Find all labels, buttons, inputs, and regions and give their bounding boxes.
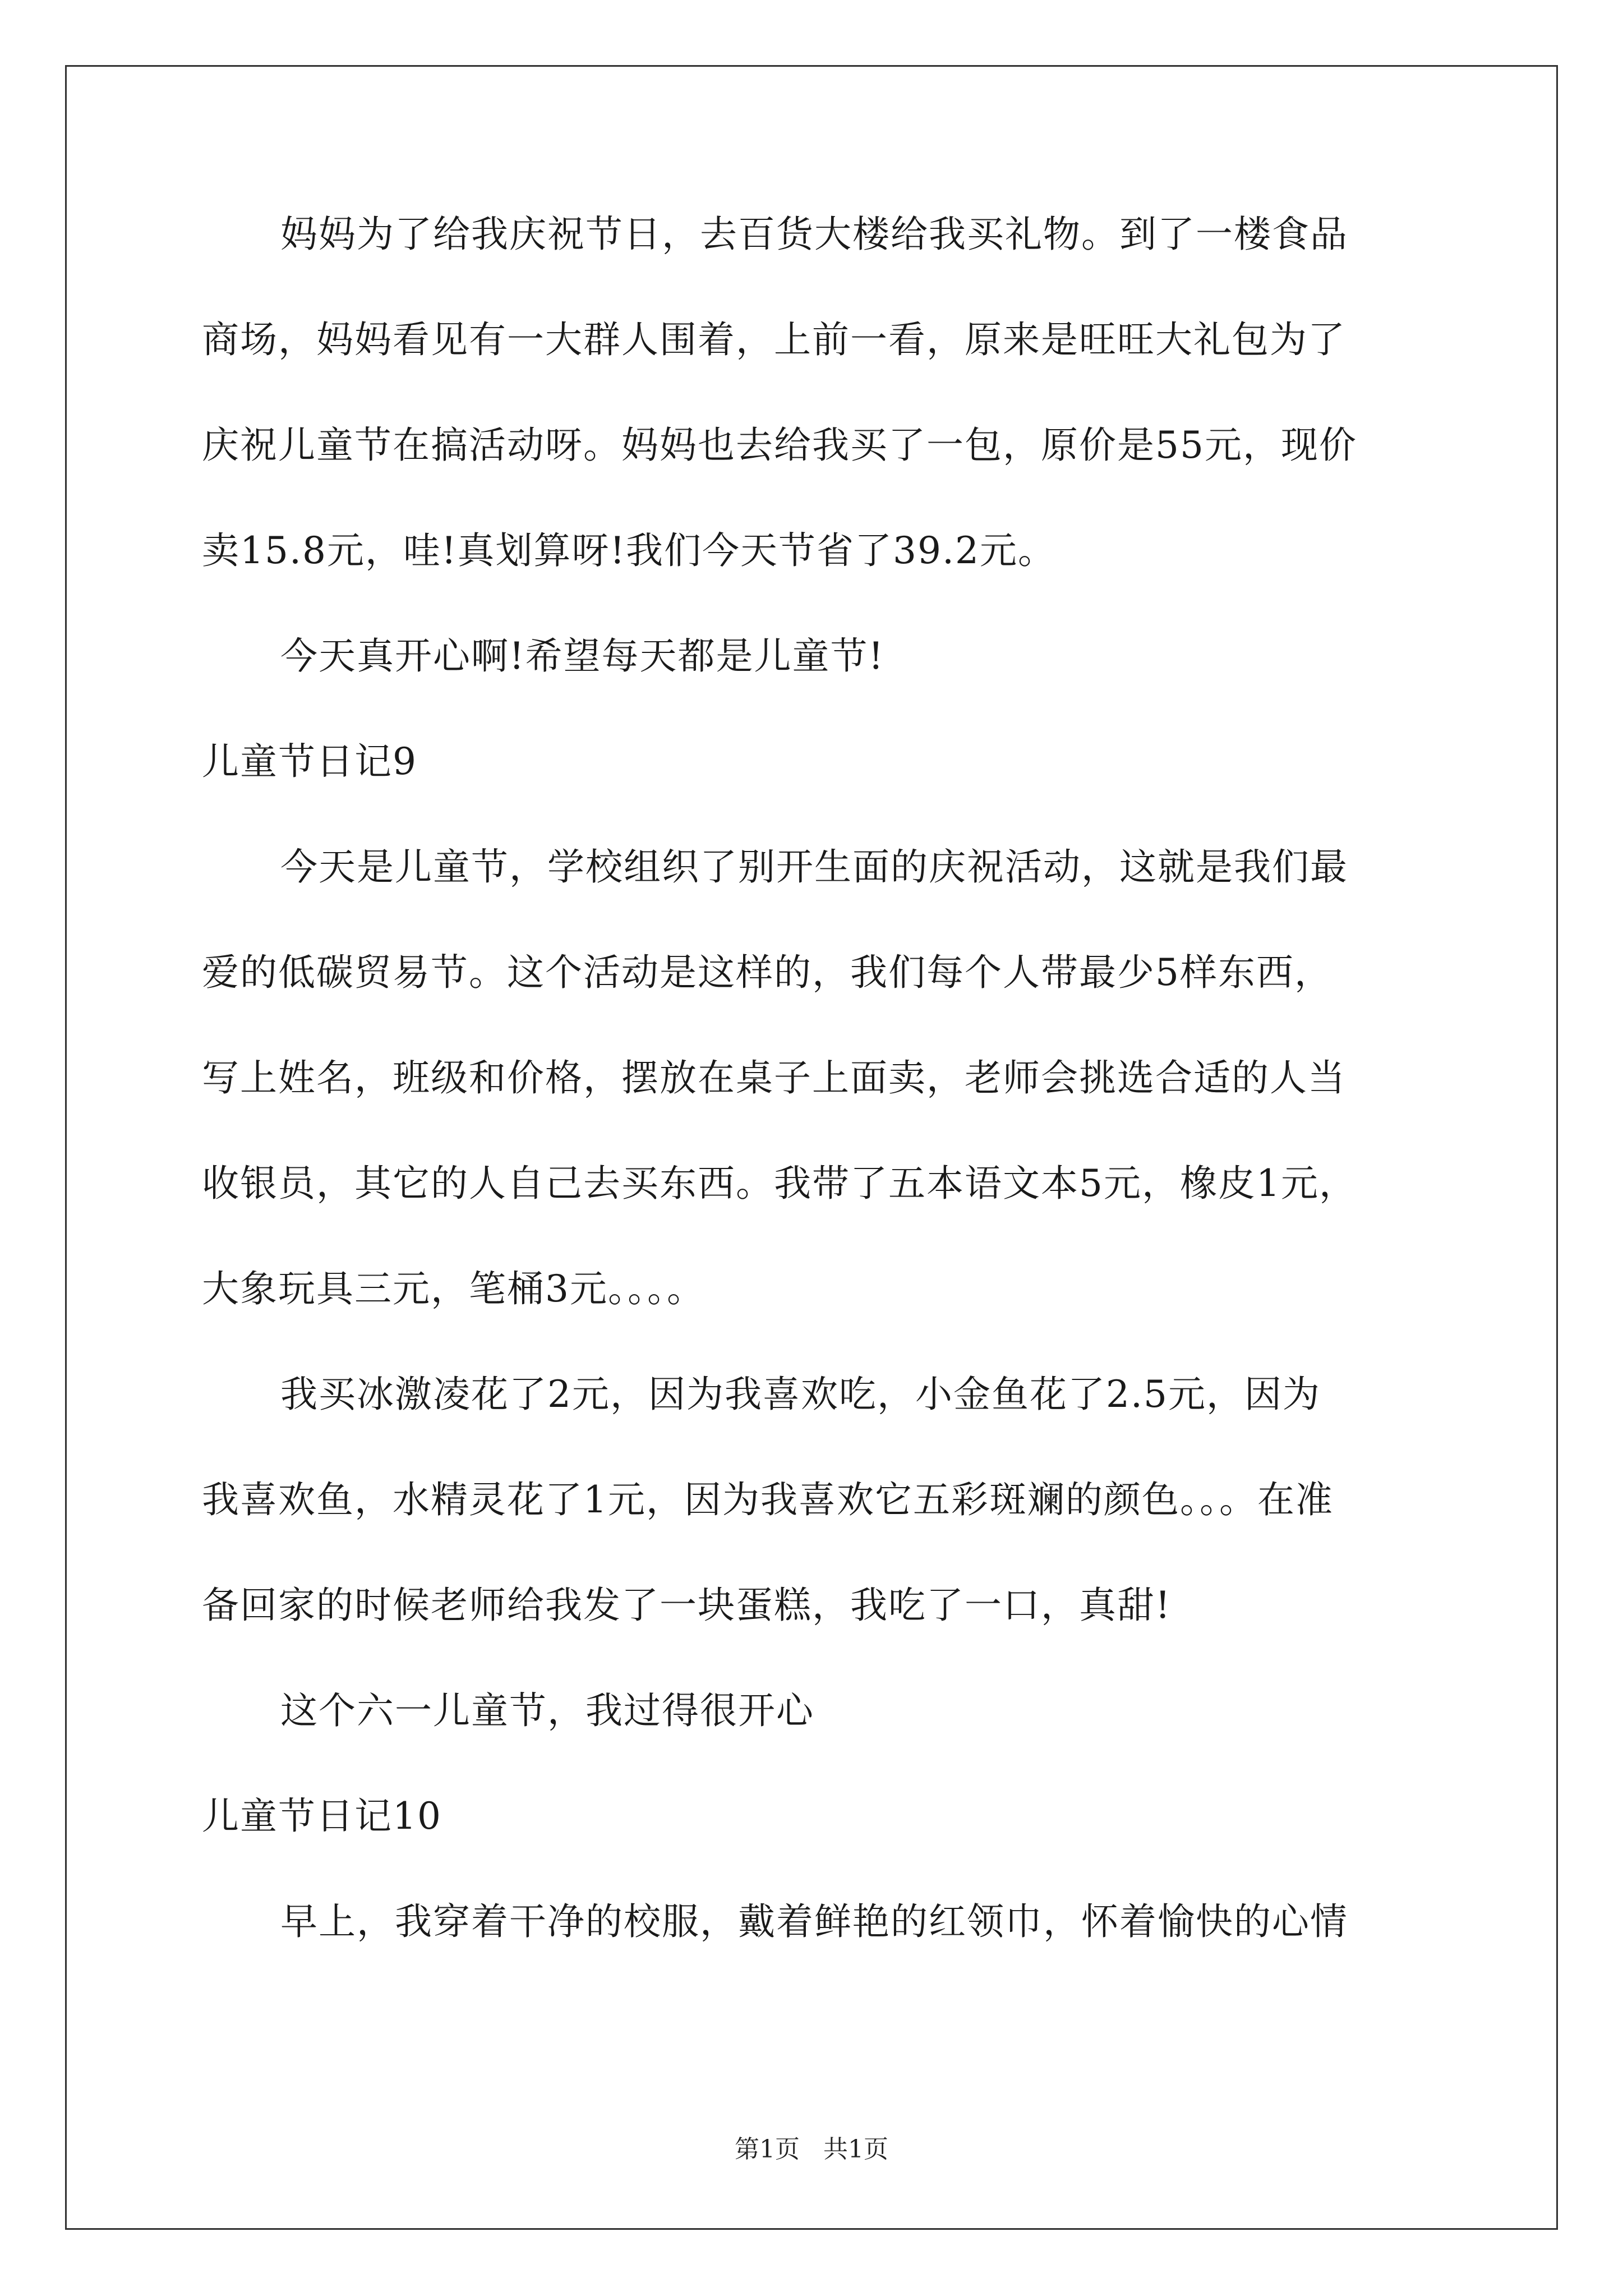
paragraph-line: 备回家的时候老师给我发了一块蛋糕，我吃了一口，真甜!	[202, 1584, 1172, 1627]
section-heading: 儿童节日记9	[202, 740, 417, 783]
paragraph-line: 我喜欢鱼，水精灵花了1元，因为我喜欢它五彩斑斓的颜色。。。在准	[202, 1478, 1334, 1521]
page-number-footer: 第1页 共1页	[735, 2135, 888, 2164]
paragraph-line: 收银员，其它的人自己去买东西。我带了五本语文本5元，橡皮1元，	[202, 1162, 1357, 1205]
document-body	[202, 213, 1441, 2009]
paragraph-line: 写上姓名，班级和价格，摆放在桌子上面卖，老师会挑选合适的人当	[202, 1056, 1346, 1099]
paragraph-line: 我买冰激凌花了2元，因为我喜欢吃，小金鱼花了2.5元，因为	[280, 1373, 1321, 1416]
paragraph-line: 商场，妈妈看见有一大群人围着，上前一看，原来是旺旺大礼包为了	[202, 318, 1346, 361]
paragraph-line: 妈妈为了给我庆祝节日，去百货大楼给我买礼物。到了一楼食品	[280, 213, 1348, 256]
paragraph-line: 庆祝儿童节在搞活动呀。妈妈也去给我买了一包，原价是55元，现价	[202, 424, 1357, 467]
paragraph-line: 卖15.8元，哇!真划算呀!我们今天节省了39.2元。	[202, 529, 1056, 572]
section-heading: 儿童节日记10	[202, 1795, 442, 1838]
paragraph-line: 大象玩具三元，笔桶3元。。。。	[202, 1267, 705, 1310]
paragraph-line: 这个六一儿童节，我过得很开心	[280, 1689, 814, 1732]
paragraph-line: 今天真开心啊!希望每天都是儿童节!	[280, 634, 885, 678]
paragraph-line: 爱的低碳贸易节。这个活动是这样的，我们每个人带最少5样东西，	[202, 951, 1332, 994]
paragraph-line: 早上，我穿着干净的校服，戴着鲜艳的红领巾，怀着愉快的心情	[280, 1900, 1348, 1943]
paragraph-line: 今天是儿童节，学校组织了别开生面的庆祝活动，这就是我们最	[280, 845, 1348, 889]
